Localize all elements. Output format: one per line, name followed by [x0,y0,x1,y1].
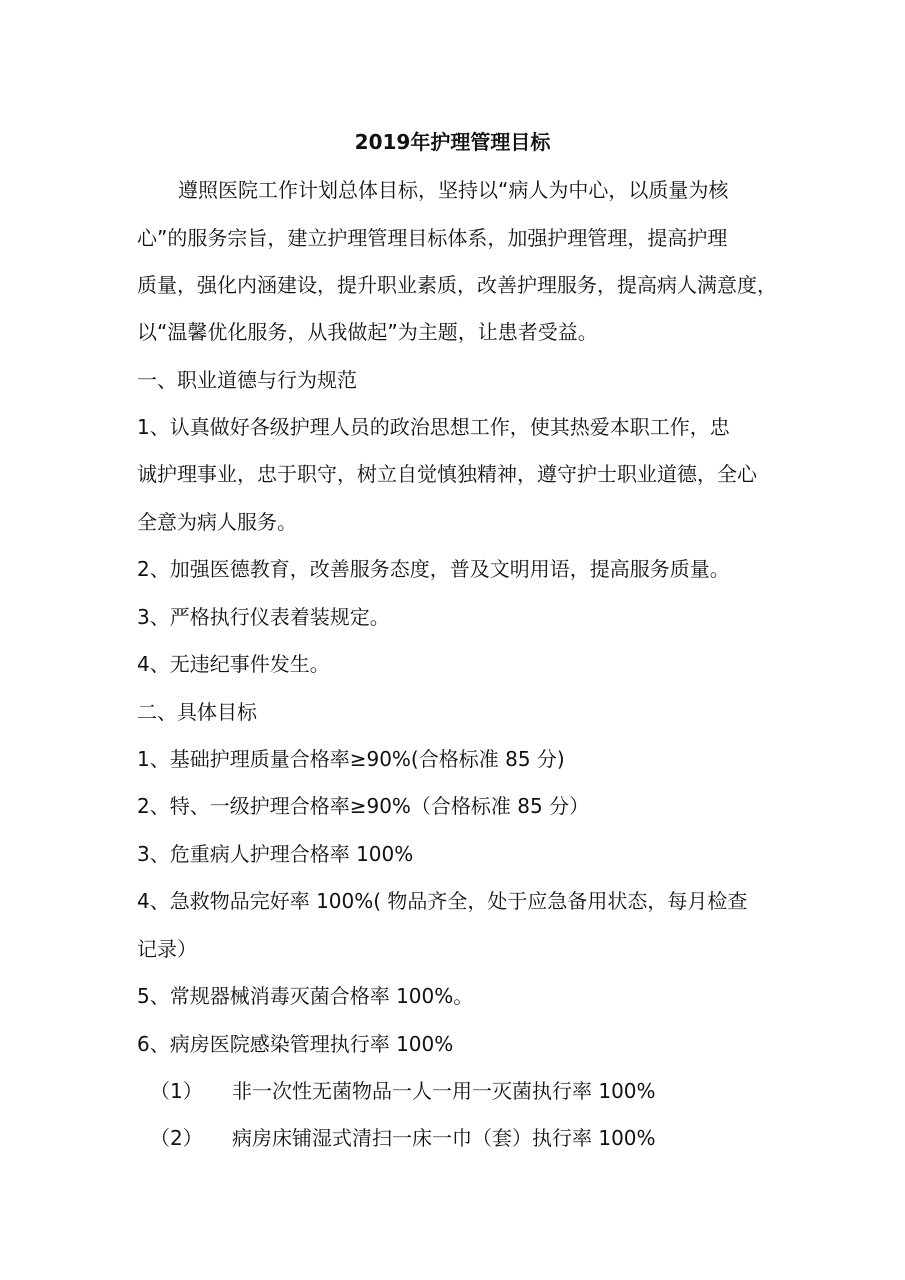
section2-item1: 1、基础护理质量合格率≥90%(合格标准 85 分) [137,747,565,771]
section1-item1-line-1: 1、认真做好各级护理人员的政治思想工作，使其热爱本职工作，忠 [137,415,730,439]
section1-item1-line-3: 全意为病人服务。 [137,510,297,534]
intro-line-4: 以“温馨优化服务，从我做起”为主题，让患者受益。 [137,320,598,344]
sub-item1-number: （1） [150,1079,203,1103]
section2-item2: 2、特、一级护理合格率≥90%（合格标准 85 分） [137,794,590,818]
sub-item2-text: 病房床铺湿式清扫一床一巾（套）执行率 100% [232,1126,656,1150]
sub-item1-text: 非一次性无菌物品一人一用一灭菌执行率 100% [232,1079,656,1103]
section1-item1-line-2: 诚护理事业，忠于职守，树立自觉慎独精神，遵守护士职业道德，全心 [137,462,757,486]
sub-item2-number: （2） [150,1126,203,1150]
section2-item5: 5、常规器械消毒灭菌合格率 100%。 [137,984,474,1008]
section2-item3: 3、危重病人护理合格率 100% [137,842,414,866]
section2-heading: 二、具体目标 [137,700,257,724]
section1-heading: 一、职业道德与行为规范 [137,368,357,392]
section1-item2: 2、加强医德教育，改善服务态度，普及文明用语，提高服务质量。 [137,557,730,581]
section2-item4-line-2: 记录） [137,937,197,961]
section2-item4-line-1: 4、急救物品完好率 100%( 物品齐全，处于应急备用状态，每月检查 [137,889,748,913]
intro-line-2: 心”的服务宗旨，建立护理管理目标体系，加强护理管理，提高护理 [137,226,728,250]
document-title: 2019年护理管理目标 [354,130,551,154]
section1-item4: 4、无违纪事件发生。 [137,652,330,676]
section1-item3: 3、严格执行仪表着装规定。 [137,605,390,629]
section2-item6: 6、病房医院感染管理执行率 100% [137,1032,454,1056]
intro-line-3: 质量，强化内涵建设，提升职业素质，改善护理服务，提高病人满意度， [137,273,777,297]
intro-line-1: 遵照医院工作计划总体目标，坚持以“病人为中心，以质量为核 [178,178,729,202]
